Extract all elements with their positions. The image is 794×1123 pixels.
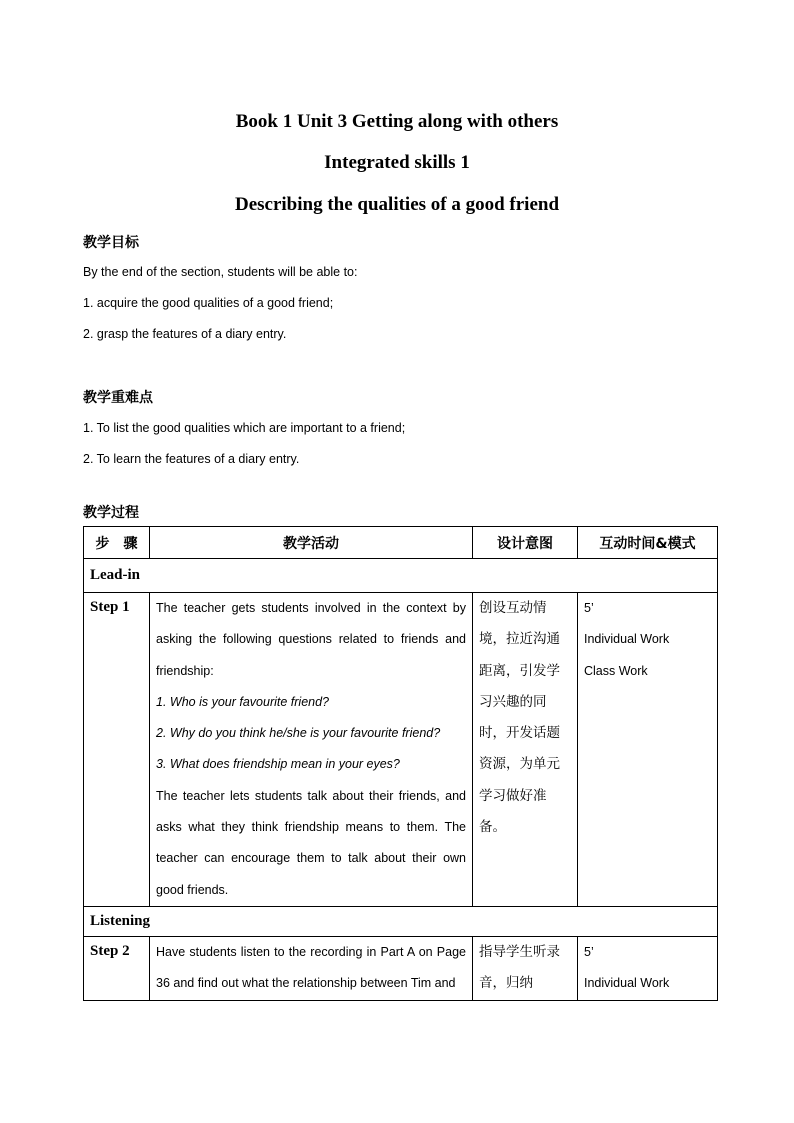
step-label: Step 1	[84, 593, 150, 907]
section-row-listening	[84, 906, 718, 936]
objectives-heading: 教学目标	[83, 235, 139, 251]
objectives-intro: By the end of the section, students will be able to:	[83, 265, 358, 279]
step-label: Step 2	[84, 936, 150, 1000]
doc-lesson-topic: Describing the qualities of a good friend	[234, 194, 560, 215]
intent-cell: 创设互动情境，拉近沟通距离，引发学习兴趣的同时，开发话题资源，为单元学习做好准备。	[473, 593, 578, 907]
key-point-item: 2. To learn the features of a diary entry.	[83, 452, 300, 466]
table-header-row	[84, 527, 718, 559]
col-header-activity: 教学活动	[150, 527, 473, 559]
activity-question: 1. Who is your favourite friend?	[156, 694, 329, 709]
activity-cell	[150, 936, 473, 1000]
table-row	[84, 593, 718, 907]
section-label: Listening	[84, 906, 718, 936]
col-header-intent: 设计意图	[473, 527, 578, 559]
mode-value: Individual Work	[584, 632, 670, 647]
time-value: 5’	[584, 601, 594, 615]
col-header-step: 步 骤	[84, 527, 150, 559]
time-mode-cell	[578, 593, 718, 907]
section-row-lead-in	[84, 559, 718, 593]
time-mode-cell	[578, 936, 718, 1000]
process-table	[83, 526, 718, 1001]
time-value: 5’	[584, 944, 594, 959]
col-header-time-mode: 互动时间&模式	[578, 527, 718, 559]
activity-cell	[150, 593, 473, 907]
doc-subtitle: Integrated skills 1	[324, 152, 470, 173]
objective-item: 1. acquire the good qualities of a good friend;	[83, 296, 334, 310]
activity-text: Have students listen to the recording in Part A on Page 36 and find out what the relationship between Tim and	[156, 944, 466, 991]
intent-cell: 指导学生听录音，归纳	[473, 936, 578, 1000]
objective-item: 2. grasp the features of a diary entry.	[83, 327, 287, 341]
section-label: Lead-in	[84, 559, 718, 593]
activity-text: The teacher gets students involved in the context by asking the following questions related to friends and friendship:	[156, 601, 466, 678]
process-heading: 教学过程	[83, 505, 139, 521]
key-points-heading: 教学重难点	[83, 390, 153, 406]
mode-value: Class Work	[584, 663, 648, 678]
doc-title: Book 1 Unit 3 Getting along with others	[235, 111, 559, 132]
table-row	[84, 936, 718, 1000]
activity-text: The teacher lets students talk about their friends, and asks what they think friendship means to them. The teacher can encourage them to talk about their own good friends.	[156, 788, 466, 897]
mode-value: Individual Work	[584, 976, 670, 991]
key-point-item: 1. To list the good qualities which are important to a friend;	[83, 421, 406, 435]
activity-question: 2. Why do you think he/she is your favourite friend?	[156, 726, 441, 741]
activity-question: 3. What does friendship mean in your eyes?	[156, 757, 400, 772]
